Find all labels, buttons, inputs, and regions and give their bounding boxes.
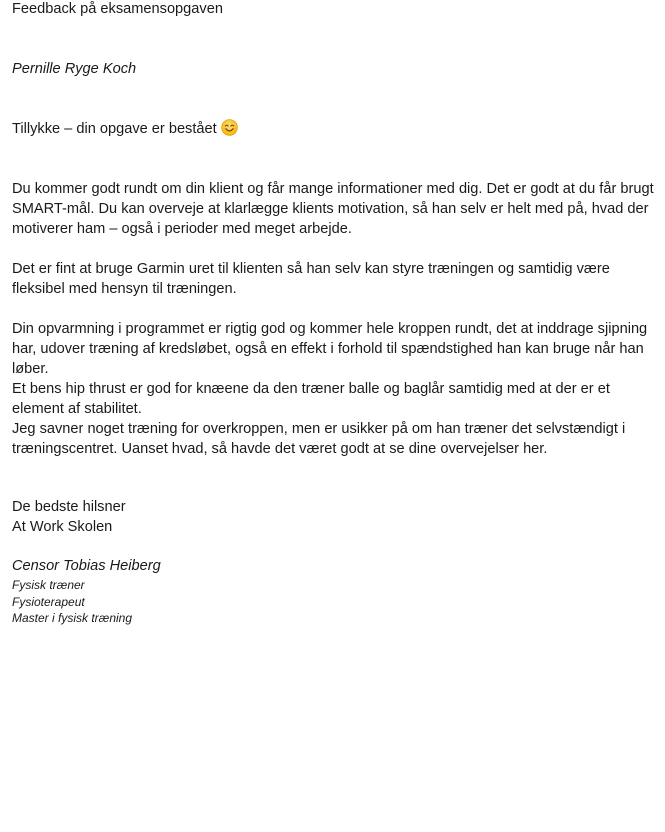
student-name: Pernille Ryge Koch: [12, 61, 137, 77]
closing-greeting: De bedste hilsner: [12, 499, 126, 515]
feedback-paragraph-4: Et bens hip thrust er god for knæene da den træner balle og baglår samtidig med at der er et element af stabilitet.: [12, 381, 610, 417]
censor-title-3: Master i fysisk træning: [12, 611, 133, 625]
feedback-paragraph-2: Det er fint at bruge Garmin uret til klienten så han selv kan styre træningen og samtidig være fleksibel med hensyn til træningen.: [12, 261, 610, 297]
censor-name: Censor Tobias Heiberg: [12, 558, 161, 574]
censor-title-2: Fysioterapeut: [12, 594, 85, 609]
document-title: Feedback på eksamensopgaven: [12, 1, 223, 17]
feedback-paragraph-1: Du kommer godt rundt om din klient og får mange informationer med dig. Det er godt at du får brugt SMART-mål. Du kan overveje at klarlægge klients motivation, så han selv er helt med på, hvad der motiverer ham – også i perioder med meget arbejde.: [12, 181, 654, 237]
feedback-paragraph-3: Din opvarmning i programmet er rigtig god og kommer hele kroppen rundt, det at inddrage sjipning har, udover træning af kredsløbet, også en effekt i forhold til spændstighed han kan bruge når han løber.: [12, 321, 648, 377]
smiling-face-icon: [221, 119, 238, 136]
feedback-paragraph-5: Jeg savner noget træning for overkroppen, men er usikker på om han træner det selvstændigt i træningscentret. Uanset hvad, så havde det været godt at se dine overvejelser her.: [12, 421, 626, 457]
closing-block: [12, 497, 126, 537]
congratulation-text: Tillykke – din opgave er bestået: [12, 121, 217, 137]
censor-title-1: Fysisk træner: [12, 578, 85, 592]
feedback-body: [12, 179, 664, 459]
censor-credentials: [12, 577, 132, 627]
congratulation-line: [12, 119, 238, 139]
closing-organization: At Work Skolen: [12, 519, 113, 535]
